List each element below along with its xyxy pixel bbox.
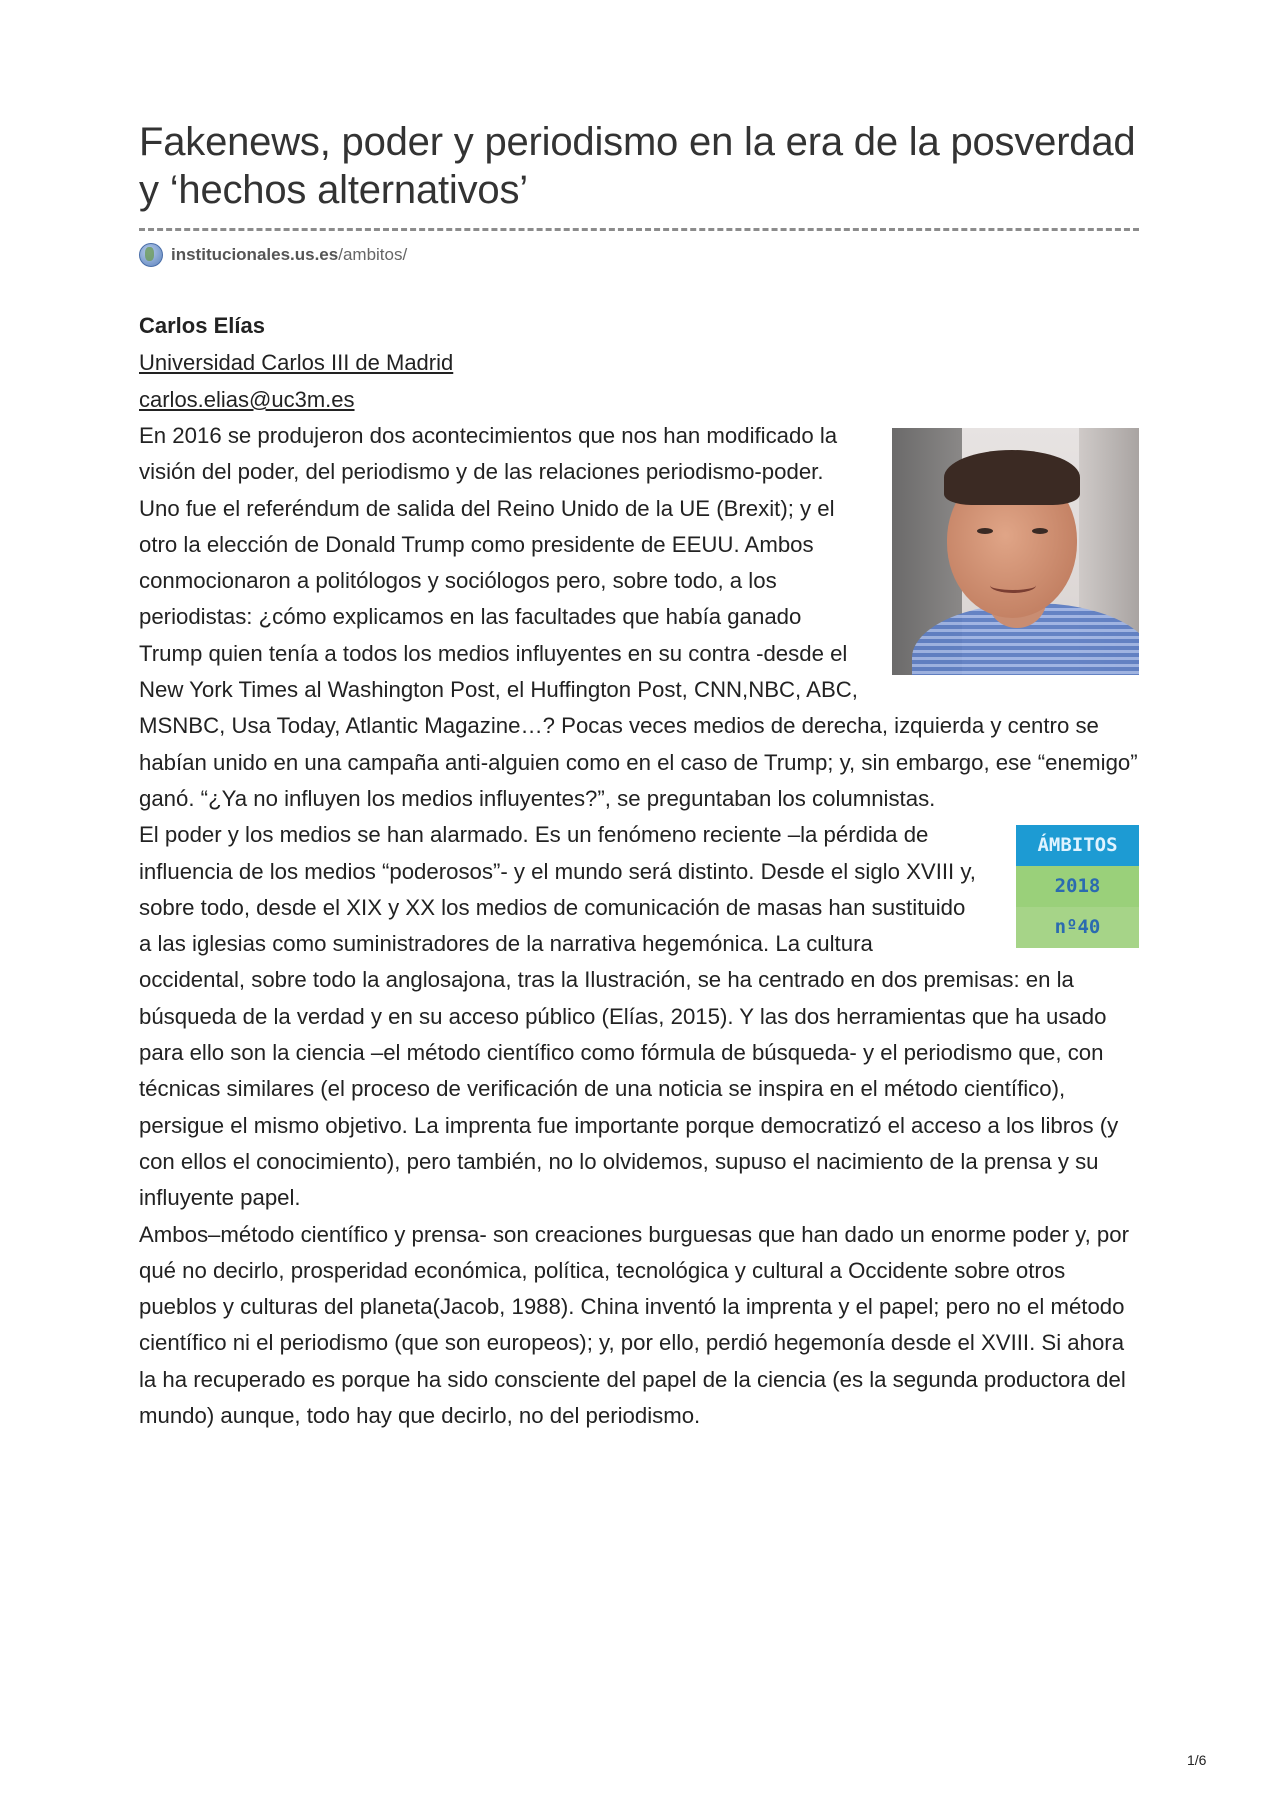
author-affiliation-link[interactable]: Universidad Carlos III de Madrid — [139, 350, 454, 375]
photo-eye-right — [1032, 528, 1048, 534]
paragraph-2-text: El poder y los medios se han alarmado. Es un fenómeno reciente –la pérdida de influencia de los medios “poderosos”- y el mundo será distinto. Desde el siglo XVIII y, sobre todo, desde el XIX y XX los medios de comunicación de masas han sustituido a las iglesias como suministradores de la narrativa hegemónica. La cultura occidental, sobre todo la anglosajona, tras la Ilustración, se ha centrado en dos premisas: en la búsqueda de la verdad y en su acceso público (Elías, 2015). Y las dos herramientas que ha usado para ello son la ciencia –el método científico como fórmula de búsqueda- y el periodismo que, con técnicas similares (el proceso de verificación de una noticia se inspira en el método científico), persigue el mismo objetivo. La imprenta fue importante porque democratizó el acceso a los libros (y con ellos el conocimiento), pero también, no lo olvidemos, supuso el nacimiento de la prensa y su influyente papel. — [139, 822, 1119, 1211]
author-email-link[interactable]: carlos.elias@uc3m.es — [139, 387, 355, 412]
badge-line-1: ÁMBITOS — [1016, 825, 1139, 866]
paragraph-1-text: En 2016 se produjeron dos acontecimientos que nos han modificado la visión del poder, del periodismo y de las relaciones periodismo-poder. Uno fue el referéndum de salida del Reino Unido de la UE (Brexit); y el otro la elección de Donald Trump como presidente de EEUU. Ambos conmocionaron a politólogos y sociólogos pero, sobre todo, a los periodistas: ¿cómo explicamos en las facultades que había ganado Trump quien tenía a todos los medios influyentes en su contra -desde el New York Times al Washington Post, el Huffington Post, CNN,NBC, ABC, MSNBC, Usa Today, Atlantic Magazine…? Pocas veces medios de derecha, izquierda y centro se habían unido en una campaña anti-alguien como en el caso de Trump; y, sin embargo, ese “enemigo” ganó. “¿Ya no influyen los medios influyentes?”, se preguntaban los columnistas. — [139, 423, 1138, 811]
page-number: 1/6 — [1187, 1752, 1207, 1768]
paragraph-1 — [139, 418, 1139, 817]
photo-hair — [944, 450, 1080, 505]
author-block — [139, 307, 1139, 418]
globe-icon — [139, 243, 163, 267]
badge-line-3: nº40 — [1016, 907, 1139, 948]
author-name: Carlos Elías — [139, 313, 265, 338]
source-url[interactable] — [139, 243, 1139, 267]
author-photo — [892, 428, 1139, 675]
photo-mouth — [990, 578, 1036, 593]
title-divider — [139, 228, 1139, 231]
badge-line-2: 2018 — [1016, 866, 1139, 907]
paragraph-3: Ambos–método científico y prensa- son creaciones burguesas que han dado un enorme poder y, por qué no decirlo, prosperidad económica, política, tecnológica y cultural a Occidente sobre otros pueblos y culturas del planeta(Jacob, 1988). China inventó la imprenta y el papel; pero no el método científico ni el periodismo (que son europeos); y, por ello, perdió hegemonía desde el XVIII. Si ahora la ha recuperado es porque ha sido consciente del papel de la ciencia (es la segunda productora del mundo) aunque, todo hay que decirlo, no del periodismo. — [139, 1221, 1129, 1429]
paragraph-2 — [139, 817, 1139, 1216]
ambitos-badge — [1016, 825, 1139, 948]
article-content — [139, 118, 1139, 1434]
photo-eye-left — [977, 528, 993, 534]
source-domain: institucionales.us.es — [171, 245, 339, 264]
source-path: /ambitos/ — [338, 245, 408, 264]
article-title: Fakenews, poder y periodismo en la era de la posverdad y ‘hechos alternativos’ — [139, 120, 1136, 212]
